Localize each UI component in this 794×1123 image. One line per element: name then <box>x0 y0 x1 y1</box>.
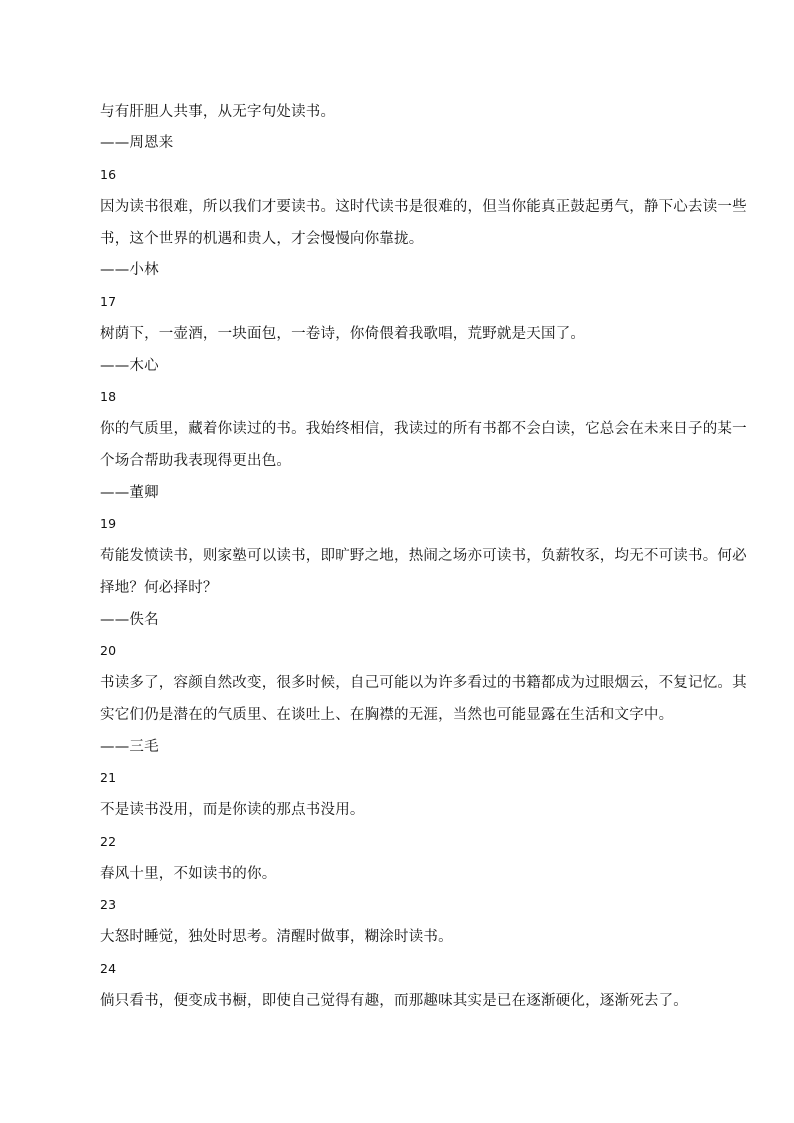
quote-author: ——周恩来 <box>100 135 174 151</box>
quote-author: ——小林 <box>100 262 159 278</box>
quote-text: 书，这个世界的机遇和贵人，才会慢慢向你靠拢。 <box>100 231 424 247</box>
quote-number: 17 <box>100 294 117 309</box>
quote-number: 18 <box>100 389 117 404</box>
quote-author: ——董卿 <box>100 485 159 501</box>
quote-text: 因为读书很难，所以我们才要读书。这时代读书是很难的，但当你能真正鼓起勇气，静下心去读一些 <box>100 199 747 215</box>
quote-text: 书读多了，容颜自然改变，很多时候，自己可能以为许多看过的书籍都成为过眼烟云，不复记忆。其 <box>100 675 747 691</box>
quote-number: 23 <box>100 897 117 912</box>
quote-author: ——佚名 <box>100 612 159 628</box>
quote-text: 实它们仍是潜在的气质里、在谈吐上、在胸襟的无涯，当然也可能显露在生活和文字中。 <box>100 707 674 723</box>
quote-text: 与有肝胆人共事，从无字句处读书。 <box>100 104 336 120</box>
quote-text: 大怒时睡觉，独处时思考。清醒时做事，糊涂时读书。 <box>100 929 453 945</box>
quote-number: 20 <box>100 643 117 658</box>
quote-text: 择地？何必择时？ <box>100 580 218 596</box>
quote-number: 19 <box>100 516 117 531</box>
quote-text: 不是读书没用，而是你读的那点书没用。 <box>100 802 365 818</box>
quote-text: 个场合帮助我表现得更出色。 <box>100 453 292 469</box>
quote-number: 16 <box>100 167 117 182</box>
quote-author: ——三毛 <box>100 739 159 755</box>
quote-text: 树荫下，一壶酒，一块面包，一卷诗，你倚偎着我歌唱，荒野就是天国了。 <box>100 326 586 342</box>
quote-number: 21 <box>100 770 117 785</box>
quote-author: ——木心 <box>100 358 159 374</box>
quote-text: 倘只看书，便变成书橱，即使自己觉得有趣，而那趣味其实是已在逐渐硬化，逐渐死去了。 <box>100 993 688 1009</box>
quote-number: 22 <box>100 834 117 849</box>
quote-text: 苟能发愤读书，则家塾可以读书，即旷野之地，热闹之场亦可读书，负薪牧豕，均无不可读书。何必 <box>100 548 747 564</box>
quote-text: 春风十里，不如读书的你。 <box>100 866 277 882</box>
quote-text: 你的气质里，藏着你读过的书。我始终相信，我读过的所有书都不会白读，它总会在未来日子的某一 <box>100 421 747 437</box>
quote-number: 24 <box>100 961 117 976</box>
